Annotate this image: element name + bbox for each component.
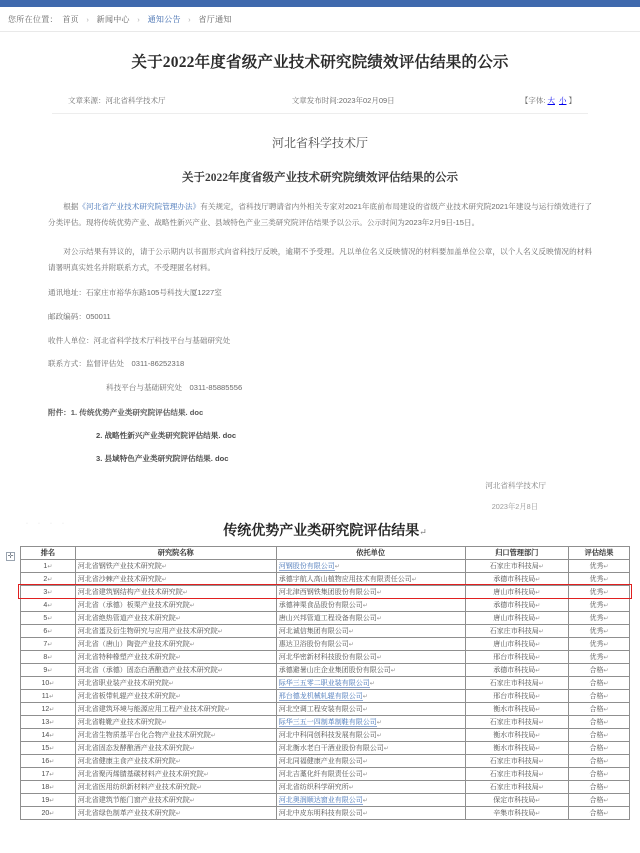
- cell-paragraph-mark-icon: ↵: [49, 719, 55, 726]
- contact-phone-supervision: 联系方式：监督评估处 0311-86252318: [48, 359, 185, 369]
- font-size-large-button[interactable]: 大: [547, 96, 555, 105]
- attachment-label-text: 附件：: [48, 408, 71, 418]
- cell-managing-dept: 辛集市科技局↵: [465, 807, 569, 820]
- breadcrumb-item-notice[interactable]: 通知公告: [147, 15, 181, 24]
- cell-rank: 20↵: [21, 807, 76, 820]
- cell-paragraph-mark-icon: ↵: [535, 694, 541, 701]
- font-size-label: 【字体:: [520, 96, 546, 105]
- cell-rank: 13↵: [21, 716, 76, 729]
- cell-managing-dept: 邢台市科技局↵: [465, 690, 569, 703]
- cell-rank: 14↵: [21, 729, 76, 742]
- table-row[interactable]: [21, 586, 630, 599]
- signature-organization: 河北省科学技术厅: [485, 481, 546, 491]
- cell-result: 合格↵: [569, 794, 630, 807]
- table-row[interactable]: [21, 573, 630, 586]
- cell-supporting-unit: 河北津西钢铁集团股份有限公司↵: [276, 586, 465, 599]
- cell-rank: 19↵: [21, 794, 76, 807]
- cell-supporting-unit: [276, 716, 465, 729]
- breadcrumb-separator-icon: ›: [188, 17, 191, 24]
- cell-paragraph-mark-icon: ↵: [535, 733, 541, 740]
- cell-managing-dept: 衡水市科技局↵: [465, 729, 569, 742]
- cell-paragraph-mark-icon: ↵: [47, 576, 53, 583]
- cell-paragraph-mark-icon: ↵: [603, 642, 609, 649]
- cell-supporting-unit: 河北同福健康产业有限公司↵: [276, 755, 465, 768]
- cell-result: 合格↵: [569, 677, 630, 690]
- cell-managing-dept: 石家庄市科技局↵: [465, 781, 569, 794]
- issuing-organization: 河北省科学技术厅: [271, 136, 368, 150]
- table-row[interactable]: [21, 768, 630, 781]
- cell-paragraph-mark-icon: ↵: [376, 590, 382, 597]
- cell-managing-dept: 石家庄市科技局↵: [465, 716, 569, 729]
- cell-managing-dept: 石家庄市科技局↵: [465, 677, 569, 690]
- cell-paragraph-mark-icon: ↵: [189, 798, 195, 805]
- cell-result: 合格↵: [569, 690, 630, 703]
- table-row[interactable]: [21, 807, 630, 820]
- cell-paragraph-mark-icon: ↵: [210, 733, 216, 740]
- breadcrumb-separator-icon: ›: [86, 17, 90, 24]
- cell-paragraph-mark-icon: ↵: [603, 603, 609, 610]
- cell-managing-dept: 衡水市科技局↵: [465, 703, 569, 716]
- cell-supporting-unit: 河北诚信集团有限公司↵: [276, 625, 465, 638]
- cell-paragraph-mark-icon: ↵: [603, 785, 609, 792]
- cell-supporting-unit: 河北省纺织科学研究所↵: [276, 781, 465, 794]
- table-row[interactable]: [21, 612, 630, 625]
- cell-paragraph-mark-icon: ↵: [411, 577, 417, 584]
- cell-rank: 5↵: [21, 612, 76, 625]
- cell-managing-dept: 承德市科技局↵: [465, 664, 569, 677]
- cell-paragraph-mark-icon: ↵: [168, 681, 174, 688]
- cell-institute-name: 河北省医用纺织新材料产业技术研究院↵: [75, 781, 276, 794]
- cell-institute-name: 河北省钢铁产业技术研究院↵: [75, 560, 276, 573]
- cell-paragraph-mark-icon: ↵: [189, 642, 195, 649]
- cell-rank: 11↵: [21, 690, 76, 703]
- cell-institute-name: 河北省建筑环境与能源应用工程产业技术研究院↵: [75, 703, 276, 716]
- notice-subtitle: 关于2022年度省级产业技术研究院绩效评估结果的公示: [182, 172, 458, 184]
- table-title-text: 传统优势产业类研究院评估结果: [223, 524, 420, 540]
- cell-rank: 1↵: [21, 560, 76, 573]
- font-size-label-close: 】: [568, 96, 576, 105]
- cell-managing-dept: 承德市科技局↵: [465, 599, 569, 612]
- cell-paragraph-mark-icon: ↵: [49, 758, 55, 765]
- cell-institute-name: 河北省鞋靴产业技术研究院↵: [75, 716, 276, 729]
- cell-paragraph-mark-icon: ↵: [535, 668, 541, 675]
- cell-managing-dept: 石家庄市科技局↵: [465, 755, 569, 768]
- cell-paragraph-mark-icon: ↵: [535, 811, 541, 818]
- cell-managing-dept: 承德市科技局↵: [465, 573, 569, 586]
- table-row[interactable]: [21, 742, 630, 755]
- cell-paragraph-mark-icon: ↵: [47, 628, 53, 635]
- cell-result: 优秀↵: [569, 560, 630, 573]
- cell-paragraph-mark-icon: ↵: [362, 798, 368, 805]
- cell-supporting-unit: [276, 794, 465, 807]
- attachment-item-3[interactable]: 3. 县域特色产业类研究院评估结果. doc: [96, 454, 229, 464]
- table-move-handle-icon[interactable]: ✛: [7, 552, 14, 561]
- evaluation-results-table: [20, 546, 630, 820]
- paragraph-background: [48, 199, 592, 230]
- cell-result: 优秀↵: [569, 599, 630, 612]
- cell-paragraph-mark-icon: ↵: [603, 759, 609, 766]
- cell-paragraph-mark-icon: ↵: [538, 720, 544, 727]
- cell-paragraph-mark-icon: ↵: [535, 707, 541, 714]
- cell-paragraph-mark-icon: ↵: [535, 798, 541, 805]
- cell-paragraph-mark-icon: ↵: [47, 654, 53, 661]
- cell-paragraph-mark-icon: ↵: [535, 642, 541, 649]
- cell-paragraph-mark-icon: ↵: [390, 668, 396, 675]
- cell-paragraph-mark-icon: ↵: [603, 798, 609, 805]
- table-header-row: [21, 547, 630, 560]
- cell-result: 优秀↵: [569, 625, 630, 638]
- cell-paragraph-mark-icon: ↵: [49, 745, 55, 752]
- attachment-item-1[interactable]: 1. 传统优势产业类研究院评估结果. doc: [70, 408, 204, 418]
- breadcrumb-separator-icon: ›: [137, 17, 141, 24]
- cell-rank: 3↵: [21, 586, 76, 599]
- cell-institute-name: 河北省板带轧辊产业技术研究院↵: [75, 690, 276, 703]
- supporting-unit-link[interactable]: 河北奥润顺达窗业有限公司: [278, 797, 363, 805]
- cell-paragraph-mark-icon: ↵: [49, 784, 55, 791]
- cell-supporting-unit: 惠达卫浴股份有限公司↵: [276, 638, 465, 651]
- breadcrumb-label: 您所在位置：: [8, 15, 58, 24]
- cell-result: 优秀↵: [569, 612, 630, 625]
- cell-institute-name: 河北省绿色制革产业技术研究院↵: [75, 807, 276, 820]
- cell-rank: 12↵: [21, 703, 76, 716]
- signature-block: [48, 480, 592, 512]
- column-header-rank[interactable]: 排名: [21, 547, 76, 560]
- cell-paragraph-mark-icon: ↵: [161, 720, 167, 727]
- cell-paragraph-mark-icon: ↵: [175, 811, 181, 818]
- cell-result: 合格↵: [569, 807, 630, 820]
- cell-paragraph-mark-icon: ↵: [603, 772, 609, 779]
- paragraph-mark-icon: ↵: [419, 527, 427, 538]
- notice-body: [18, 134, 622, 512]
- cell-paragraph-mark-icon: ↵: [535, 746, 541, 753]
- cell-paragraph-mark-icon: ↵: [603, 629, 609, 636]
- article-publish-time: 文章发布时间:2023年02月09日: [291, 96, 395, 105]
- attachment-list-label: [48, 407, 592, 418]
- top-accent-bar: [0, 0, 640, 7]
- supporting-unit-link[interactable]: 际华三五一四制革制鞋有限公司: [278, 719, 377, 727]
- cell-paragraph-mark-icon: ↵: [47, 641, 53, 648]
- cell-rank: 10↵: [21, 677, 76, 690]
- cell-institute-name: 河北省绝热管道产业技术研究院↵: [75, 612, 276, 625]
- cell-paragraph-mark-icon: ↵: [175, 655, 181, 662]
- cell-managing-dept: 石家庄市科技局↵: [465, 625, 569, 638]
- cell-paragraph-mark-icon: ↵: [376, 720, 382, 727]
- table-row[interactable]: [21, 625, 630, 638]
- cell-paragraph-mark-icon: ↵: [535, 616, 541, 623]
- cell-supporting-unit: 河北华密新材科技股份有限公司↵: [276, 651, 465, 664]
- document-ruler-marks: · · · ·: [26, 521, 66, 528]
- cell-rank: 8↵: [21, 651, 76, 664]
- cell-paragraph-mark-icon: ↵: [376, 733, 382, 740]
- cell-paragraph-mark-icon: ↵: [175, 694, 181, 701]
- paragraph-objection: 对公示结果有异议的，请于公示期内以书面形式向省科技厅反映，逾期不予受理。凡以单位名义反映情况的材料要加盖单位公章，以个人名义反映情况的材料请署明真实姓名并附联系方式，不受理匿名材料。: [48, 247, 592, 272]
- cell-result: 合格↵: [569, 716, 630, 729]
- cell-institute-name: 河北省健康主食产业技术研究院↵: [75, 755, 276, 768]
- article-meta-row: [52, 89, 588, 114]
- cell-institute-name: 河北省生物质基平台化合物产业技术研究院↵: [75, 729, 276, 742]
- cell-paragraph-mark-icon: ↵: [47, 563, 53, 570]
- cell-paragraph-mark-icon: ↵: [49, 680, 55, 687]
- cell-paragraph-mark-icon: ↵: [175, 759, 181, 766]
- cell-paragraph-mark-icon: ↵: [603, 681, 609, 688]
- cell-institute-name: 河北省职业装产业技术研究院↵: [75, 677, 276, 690]
- cell-supporting-unit: [276, 690, 465, 703]
- cell-supporting-unit: 河北吉藁化纤有限责任公司↵: [276, 768, 465, 781]
- cell-paragraph-mark-icon: ↵: [535, 603, 541, 610]
- table-row[interactable]: [21, 781, 630, 794]
- cell-paragraph-mark-icon: ↵: [383, 746, 389, 753]
- cell-paragraph-mark-icon: ↵: [535, 655, 541, 662]
- column-header-institute-name[interactable]: 研究院名称: [75, 547, 276, 560]
- cell-institute-name: 河北省（唐山）陶瓷产业技术研究院↵: [75, 638, 276, 651]
- cell-paragraph-mark-icon: ↵: [47, 667, 53, 674]
- cell-result: 合格↵: [569, 742, 630, 755]
- contact-recipient: 收件人单位：河北省科学技术厅科技平台与基础研究处: [48, 335, 231, 345]
- cell-paragraph-mark-icon: ↵: [348, 629, 354, 636]
- regulation-name-link[interactable]: 《河北省产业技术研究院管理办法》: [78, 202, 201, 211]
- cell-paragraph-mark-icon: ↵: [362, 811, 368, 818]
- cell-rank: 18↵: [21, 781, 76, 794]
- cell-result: 优秀↵: [569, 586, 630, 599]
- contact-phone-platform: 科技平台与基础研究处 0311-85885556: [106, 382, 243, 392]
- cell-managing-dept: 邢台市科技局↵: [465, 651, 569, 664]
- table-row[interactable]: [21, 664, 630, 677]
- cell-institute-name: 河北省固态发酵酿酒产业技术研究院↵: [75, 742, 276, 755]
- cell-paragraph-mark-icon: ↵: [603, 733, 609, 740]
- cell-paragraph-mark-icon: ↵: [603, 811, 609, 818]
- cell-supporting-unit: 承德神栗食品股份有限公司↵: [276, 599, 465, 612]
- cell-paragraph-mark-icon: ↵: [348, 785, 354, 792]
- table-row[interactable]: [21, 716, 630, 729]
- cell-paragraph-mark-icon: ↵: [161, 564, 167, 571]
- cell-managing-dept: 石家庄市科技局↵: [465, 560, 569, 573]
- cell-institute-name: 河北省（承德）板栗产业技术研究院↵: [75, 599, 276, 612]
- cell-paragraph-mark-icon: ↵: [334, 564, 340, 571]
- cell-rank: 17↵: [21, 768, 76, 781]
- article-container: [0, 50, 640, 512]
- cell-rank: 2↵: [21, 573, 76, 586]
- cell-supporting-unit: [276, 677, 465, 690]
- table-row[interactable]: [21, 755, 630, 768]
- cell-result: 优秀↵: [569, 638, 630, 651]
- font-size-small-button[interactable]: 小: [558, 96, 567, 105]
- cell-managing-dept: 唐山市科技局↵: [465, 586, 569, 599]
- cell-paragraph-mark-icon: ↵: [376, 655, 382, 662]
- table-row[interactable]: [21, 599, 630, 612]
- cell-rank: 9↵: [21, 664, 76, 677]
- cell-institute-name: 河北省聚丙烯腈基碳材料产业技术研究院↵: [75, 768, 276, 781]
- cell-paragraph-mark-icon: ↵: [47, 602, 53, 609]
- cell-paragraph-mark-icon: ↵: [538, 785, 544, 792]
- para1-post: 有关规定，省科技厅聘请省内外相关专家对2021年底前布局建设的省级产业技术研究院2021年建设与运行绩效进行了分类评估。现将传统优势产业、战略性新兴产业、县域特色产业三类研究院评估结果予以公示。公示时间为2023年2月9日-15日。: [48, 202, 593, 227]
- table-row[interactable]: [21, 794, 630, 807]
- cell-paragraph-mark-icon: ↵: [603, 694, 609, 701]
- column-header-supporting-unit[interactable]: 依托单位: [276, 547, 465, 560]
- cell-paragraph-mark-icon: ↵: [362, 694, 368, 701]
- cell-rank: 7↵: [21, 638, 76, 651]
- cell-managing-dept: 保定市科技局↵: [465, 794, 569, 807]
- table-title: [20, 520, 630, 540]
- cell-paragraph-mark-icon: ↵: [603, 655, 609, 662]
- cell-paragraph-mark-icon: ↵: [362, 772, 368, 779]
- column-header-managing-dept[interactable]: 归口管理部门: [465, 547, 569, 560]
- table-row[interactable]: [21, 690, 630, 703]
- cell-paragraph-mark-icon: ↵: [47, 615, 53, 622]
- breadcrumb-item-home[interactable]: 首页: [62, 15, 79, 24]
- cell-paragraph-mark-icon: ↵: [182, 590, 188, 597]
- cell-paragraph-mark-icon: ↵: [603, 668, 609, 675]
- table-row[interactable]: [21, 560, 630, 573]
- table-row[interactable]: [21, 677, 630, 690]
- cell-paragraph-mark-icon: ↵: [49, 706, 55, 713]
- cell-paragraph-mark-icon: ↵: [603, 590, 609, 597]
- cell-result: 优秀↵: [569, 651, 630, 664]
- contact-address: 通讯地址：石家庄市裕华东路105号科技大厦1227室: [48, 288, 222, 298]
- cell-paragraph-mark-icon: ↵: [161, 577, 167, 584]
- cell-managing-dept: 唐山市科技局↵: [465, 638, 569, 651]
- cell-managing-dept: 唐山市科技局↵: [465, 612, 569, 625]
- cell-paragraph-mark-icon: ↵: [362, 759, 368, 766]
- cell-institute-name: 河北省建筑钢结构产业技术研究院↵: [75, 586, 276, 599]
- cell-institute-name: 河北省建筑节能门窗产业技术研究院↵: [75, 794, 276, 807]
- cell-paragraph-mark-icon: ↵: [49, 797, 55, 804]
- supporting-unit-link[interactable]: 际华三五零二职业装有限公司: [278, 680, 370, 688]
- cell-paragraph-mark-icon: ↵: [603, 746, 609, 753]
- cell-result: 合格↵: [569, 664, 630, 677]
- cell-result: 合格↵: [569, 755, 630, 768]
- cell-paragraph-mark-icon: ↵: [49, 693, 55, 700]
- cell-result: 合格↵: [569, 703, 630, 716]
- cell-institute-name: 河北省沙棘产业技术研究院↵: [75, 573, 276, 586]
- cell-supporting-unit: 河北中科同创科技发展有限公司↵: [276, 729, 465, 742]
- cell-paragraph-mark-icon: ↵: [196, 785, 202, 792]
- table-row[interactable]: [21, 651, 630, 664]
- table-body: [21, 560, 630, 820]
- contact-postcode: 邮政编码：050011: [48, 311, 111, 321]
- attachment-item-2[interactable]: 2. 战略性新兴产业类研究院评估结果. doc: [96, 431, 237, 441]
- cell-paragraph-mark-icon: ↵: [362, 603, 368, 610]
- cell-paragraph-mark-icon: ↵: [189, 746, 195, 753]
- breadcrumb-item-provincial-notice[interactable]: 省厅通知: [198, 15, 232, 24]
- cell-supporting-unit: 承德宇航人高山植物应用技术有限责任公司↵: [276, 573, 465, 586]
- cell-paragraph-mark-icon: ↵: [362, 707, 368, 714]
- cell-supporting-unit: 河北衡水老白干酒业股份有限公司↵: [276, 742, 465, 755]
- cell-result: 优秀↵: [569, 573, 630, 586]
- cell-institute-name: 河北省蛋及衍生物研究与应用产业技术研究院↵: [75, 625, 276, 638]
- cell-paragraph-mark-icon: ↵: [538, 564, 544, 571]
- cell-paragraph-mark-icon: ↵: [189, 603, 195, 610]
- cell-managing-dept: 石家庄市科技局↵: [465, 768, 569, 781]
- signature-date: 2023年2月8日: [491, 502, 538, 512]
- cell-paragraph-mark-icon: ↵: [348, 642, 354, 649]
- cell-paragraph-mark-icon: ↵: [538, 772, 544, 779]
- cell-institute-name: 河北省（承德）固态白酒酿造产业技术研究院↵: [75, 664, 276, 677]
- table-row[interactable]: [21, 729, 630, 742]
- attachment-table-section: [0, 520, 640, 820]
- column-header-result[interactable]: 评估结果: [569, 547, 630, 560]
- cell-rank: 16↵: [21, 755, 76, 768]
- cell-paragraph-mark-icon: ↵: [603, 577, 609, 584]
- cell-paragraph-mark-icon: ↵: [175, 616, 181, 623]
- breadcrumb-item-news-center[interactable]: 新闻中心: [96, 15, 130, 24]
- cell-paragraph-mark-icon: ↵: [49, 810, 55, 817]
- supporting-unit-link[interactable]: 河钢股份有限公司: [278, 563, 335, 571]
- cell-paragraph-mark-icon: ↵: [603, 720, 609, 727]
- cell-paragraph-mark-icon: ↵: [47, 589, 53, 596]
- table-row[interactable]: [21, 703, 630, 716]
- cell-paragraph-mark-icon: ↵: [49, 771, 55, 778]
- cell-paragraph-mark-icon: ↵: [217, 629, 223, 636]
- cell-paragraph-mark-icon: ↵: [49, 732, 55, 739]
- cell-paragraph-mark-icon: ↵: [535, 590, 541, 597]
- cell-paragraph-mark-icon: ↵: [224, 707, 230, 714]
- cell-result: 合格↵: [569, 781, 630, 794]
- cell-paragraph-mark-icon: ↵: [538, 681, 544, 688]
- cell-supporting-unit: 承德避暑山庄企业集团股份有限公司↵: [276, 664, 465, 677]
- cell-supporting-unit: 唐山兴邦管道工程设备有限公司↵: [276, 612, 465, 625]
- font-size-control: [521, 95, 584, 106]
- cell-paragraph-mark-icon: ↵: [203, 772, 209, 779]
- cell-result: 合格↵: [569, 729, 630, 742]
- page-title: 关于2022年度省级产业技术研究院绩效评估结果的公示: [131, 54, 509, 71]
- table-row[interactable]: [21, 638, 630, 651]
- cell-supporting-unit: 河北中皮东明科技有限公司↵: [276, 807, 465, 820]
- cell-rank: 6↵: [21, 625, 76, 638]
- cell-paragraph-mark-icon: ↵: [217, 668, 223, 675]
- cell-paragraph-mark-icon: ↵: [603, 707, 609, 714]
- cell-paragraph-mark-icon: ↵: [538, 629, 544, 636]
- cell-rank: 15↵: [21, 742, 76, 755]
- supporting-unit-link[interactable]: 邢台德龙机械轧辊有限公司: [278, 693, 363, 701]
- cell-paragraph-mark-icon: ↵: [603, 616, 609, 623]
- cell-rank: 4↵: [21, 599, 76, 612]
- para1-pre: 根据: [63, 202, 79, 211]
- cell-supporting-unit: 河北空调工程安装有限公司↵: [276, 703, 465, 716]
- cell-result: 合格↵: [569, 768, 630, 781]
- cell-paragraph-mark-icon: ↵: [369, 681, 375, 688]
- article-source: 文章来源：河北省科学技术厅: [68, 96, 166, 105]
- cell-paragraph-mark-icon: ↵: [535, 577, 541, 584]
- breadcrumb: [0, 7, 640, 32]
- cell-paragraph-mark-icon: ↵: [603, 564, 609, 571]
- cell-paragraph-mark-icon: ↵: [538, 759, 544, 766]
- cell-managing-dept: 衡水市科技局↵: [465, 742, 569, 755]
- cell-supporting-unit: [276, 560, 465, 573]
- cell-paragraph-mark-icon: ↵: [376, 616, 382, 623]
- cell-institute-name: 河北省特种橡塑产业技术研究院↵: [75, 651, 276, 664]
